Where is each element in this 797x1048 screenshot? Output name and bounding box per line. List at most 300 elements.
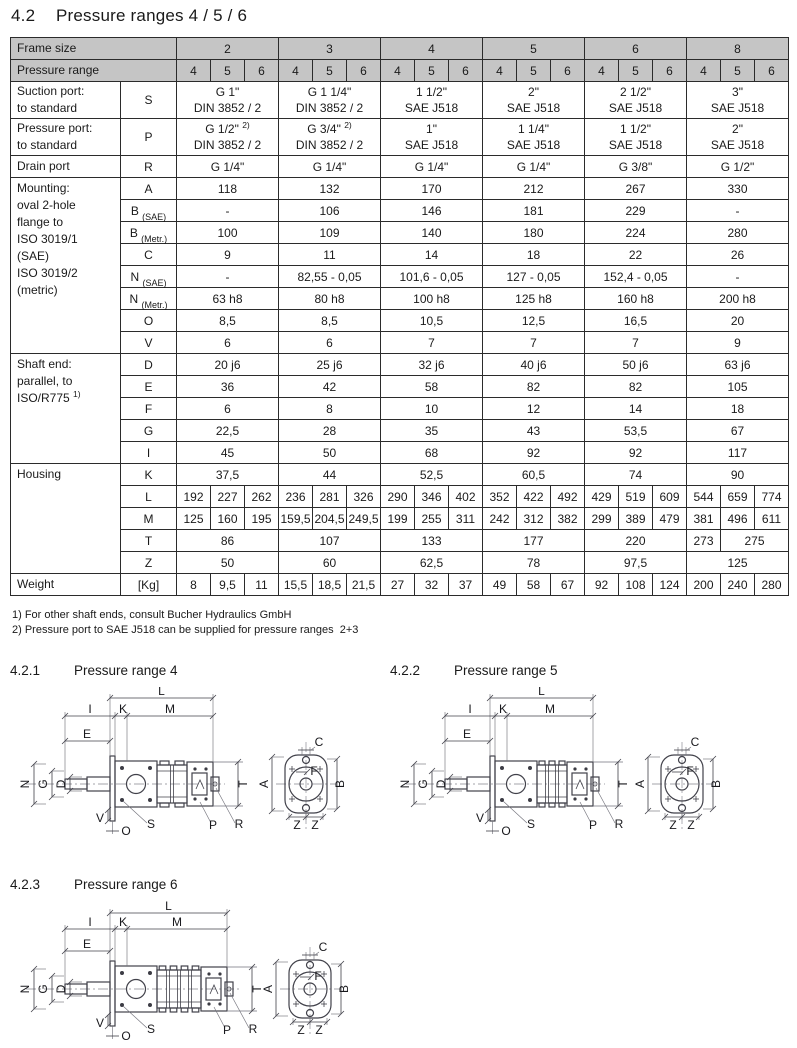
- dim-symbol-cell: [Kg]: [121, 574, 177, 596]
- value-cell: 229: [585, 200, 687, 222]
- value-cell: 20: [687, 310, 789, 332]
- value-cell: 212: [483, 178, 585, 200]
- value-cell: 90: [687, 464, 789, 486]
- dim-label: E: [82, 727, 92, 741]
- value-cell: 255: [415, 508, 449, 530]
- value-cell: 6: [177, 332, 279, 354]
- section-number: 4.2: [11, 6, 36, 25]
- pump-drawing: [10, 901, 410, 1048]
- value-cell: 224: [585, 222, 687, 244]
- dim-label: K: [118, 915, 128, 929]
- value-cell: 106: [279, 200, 381, 222]
- value-cell: 50 j6: [585, 354, 687, 376]
- header-cell: 5: [313, 60, 347, 82]
- row-label-cell: Weight: [11, 574, 121, 596]
- value-cell: 519: [619, 486, 653, 508]
- value-cell: 60,5: [483, 464, 585, 486]
- dim-label: C: [690, 735, 700, 749]
- dim-symbol-cell: K: [121, 464, 177, 486]
- dim-label: Z: [311, 818, 319, 832]
- value-cell: 2" SAE J518: [483, 82, 585, 119]
- value-cell: G 1 1/4" DIN 3852 / 2: [279, 82, 381, 119]
- dim-symbol-cell: D: [121, 354, 177, 376]
- value-cell: 382: [551, 508, 585, 530]
- value-cell: 11: [245, 574, 279, 596]
- value-cell: -: [687, 266, 789, 288]
- value-cell: -: [177, 266, 279, 288]
- value-cell: 9: [687, 332, 789, 354]
- dim-label: P: [208, 818, 218, 832]
- dim-symbol-cell: N $_{(Metr.)}$: [121, 288, 177, 310]
- header-cell: Frame size: [11, 38, 177, 60]
- dim-label: Z: [297, 1023, 305, 1037]
- dim-label: G: [416, 779, 430, 789]
- pump-front-view: [257, 735, 347, 832]
- value-cell: G 1" DIN 3852 / 2: [177, 82, 279, 119]
- dim-label: N: [398, 779, 412, 789]
- dim-symbol-cell: M: [121, 508, 177, 530]
- value-cell: 92: [585, 574, 619, 596]
- value-cell: 92: [483, 442, 585, 464]
- header-cell: 4: [381, 38, 483, 60]
- dim-label: V: [95, 1016, 105, 1030]
- value-cell: 7: [483, 332, 585, 354]
- value-cell: 20 j6: [177, 354, 279, 376]
- value-cell: 36: [177, 376, 279, 398]
- value-cell: 67: [551, 574, 585, 596]
- value-cell: 381: [687, 508, 721, 530]
- value-cell: 609: [653, 486, 687, 508]
- value-cell: 240: [721, 574, 755, 596]
- value-cell: 12,5: [483, 310, 585, 332]
- value-cell: -: [687, 200, 789, 222]
- dim-label: P: [588, 818, 598, 832]
- figure-heading: [10, 877, 410, 901]
- value-cell: 18: [687, 398, 789, 420]
- value-cell: 200 h8: [687, 288, 789, 310]
- value-cell: 18,5: [313, 574, 347, 596]
- dim-label: M: [165, 702, 175, 716]
- value-cell: 8,5: [177, 310, 279, 332]
- dim-label: N: [18, 779, 32, 789]
- value-cell: 44: [279, 464, 381, 486]
- value-cell: 14: [381, 244, 483, 266]
- dim-label: A: [257, 779, 271, 789]
- value-cell: 422: [517, 486, 551, 508]
- dim-label: F: [314, 969, 322, 983]
- dim-label: A: [633, 779, 647, 789]
- dim-label: I: [88, 915, 92, 929]
- dim-label: O: [501, 824, 511, 838]
- value-cell: 124: [653, 574, 687, 596]
- dim-label: C: [318, 940, 328, 954]
- value-cell: 220: [585, 530, 687, 552]
- header-cell: 4: [483, 60, 517, 82]
- dim-label: S: [526, 817, 536, 831]
- value-cell: 50: [279, 442, 381, 464]
- dim-symbol-cell: B $_{(SAE)}$: [121, 200, 177, 222]
- value-cell: 346: [415, 486, 449, 508]
- value-cell: 242: [483, 508, 517, 530]
- header-cell: 5: [211, 60, 245, 82]
- value-cell: 262: [245, 486, 279, 508]
- value-cell: 21,5: [347, 574, 381, 596]
- pump-drawing: [10, 687, 395, 845]
- dim-label: T: [616, 780, 630, 788]
- dim-symbol-cell: Z: [121, 552, 177, 574]
- header-cell: 5: [415, 60, 449, 82]
- figure-pressure-range-6: [10, 877, 410, 1048]
- value-cell: G 1/4": [381, 156, 483, 178]
- value-cell: 299: [585, 508, 619, 530]
- value-cell: 35: [381, 420, 483, 442]
- value-cell: 67: [687, 420, 789, 442]
- value-cell: 180: [483, 222, 585, 244]
- dim-label: B: [333, 779, 347, 789]
- value-cell: G 1/2": [687, 156, 789, 178]
- dim-symbol-cell: S: [121, 82, 177, 119]
- figure-heading: [10, 663, 395, 687]
- value-cell: 125 h8: [483, 288, 585, 310]
- value-cell: 42: [279, 376, 381, 398]
- value-cell: 389: [619, 508, 653, 530]
- value-cell: -: [177, 200, 279, 222]
- section-title: Pressure ranges 4 / 5 / 6: [56, 6, 248, 25]
- dim-label: P: [222, 1023, 232, 1037]
- header-cell: 5: [721, 60, 755, 82]
- dim-label: R: [248, 1022, 258, 1036]
- value-cell: 40 j6: [483, 354, 585, 376]
- value-cell: 108: [619, 574, 653, 596]
- value-cell: 53,5: [585, 420, 687, 442]
- value-cell: 2 1/2" SAE J518: [585, 82, 687, 119]
- dim-symbol-cell: N $_{(SAE)}$: [121, 266, 177, 288]
- dim-label: R: [614, 817, 624, 831]
- value-cell: 200: [687, 574, 721, 596]
- value-cell: 58: [381, 376, 483, 398]
- value-cell: 195: [245, 508, 279, 530]
- value-cell: 330: [687, 178, 789, 200]
- dim-label: K: [498, 702, 508, 716]
- value-cell: 492: [551, 486, 585, 508]
- dim-symbol-cell: B $_{(Metr.)}$: [121, 222, 177, 244]
- value-cell: 37: [449, 574, 483, 596]
- value-cell: 109: [279, 222, 381, 244]
- header-cell: 6: [449, 60, 483, 82]
- value-cell: 26: [687, 244, 789, 266]
- dim-symbol-cell: R: [121, 156, 177, 178]
- dim-symbol-cell: I: [121, 442, 177, 464]
- value-cell: 429: [585, 486, 619, 508]
- header-cell: 8: [687, 38, 789, 60]
- value-cell: 774: [755, 486, 789, 508]
- value-cell: G 3/8": [585, 156, 687, 178]
- footnote: 2) Pressure port to SAE J518 can be supplied for pressure ranges 2+3: [12, 624, 359, 636]
- dim-symbol-cell: G: [121, 420, 177, 442]
- dim-label: I: [468, 702, 472, 716]
- dim-symbol-cell: E: [121, 376, 177, 398]
- value-cell: 28: [279, 420, 381, 442]
- value-cell: 10: [381, 398, 483, 420]
- value-cell: 311: [449, 508, 483, 530]
- value-cell: 107: [279, 530, 381, 552]
- pump-side-view: [398, 687, 723, 838]
- value-cell: 86: [177, 530, 279, 552]
- row-label-cell: Mounting: oval 2-hole flange to ISO 3019/1 (SAE) ISO 3019/2 (metric): [11, 178, 121, 354]
- value-cell: 101,6 - 0,05: [381, 266, 483, 288]
- value-cell: 152,4 - 0,05: [585, 266, 687, 288]
- value-cell: 11: [279, 244, 381, 266]
- header-cell: 5: [483, 38, 585, 60]
- dim-label: T: [236, 780, 250, 788]
- value-cell: 280: [755, 574, 789, 596]
- value-cell: 659: [721, 486, 755, 508]
- figure-number: 4.2.3: [10, 877, 41, 892]
- value-cell: 496: [721, 508, 755, 530]
- dim-symbol-cell: C: [121, 244, 177, 266]
- value-cell: 14: [585, 398, 687, 420]
- row-label-cell: Housing: [11, 464, 121, 574]
- value-cell: 100: [177, 222, 279, 244]
- dim-symbol-cell: T: [121, 530, 177, 552]
- value-cell: G 1/2" $^{2)}$ DIN 3852 / 2: [177, 119, 279, 156]
- value-cell: 125: [177, 508, 211, 530]
- header-cell: 4: [279, 60, 313, 82]
- value-cell: 280: [687, 222, 789, 244]
- dim-symbol-cell: P: [121, 119, 177, 156]
- value-cell: 37,5: [177, 464, 279, 486]
- value-cell: 74: [585, 464, 687, 486]
- dim-label: M: [172, 915, 182, 929]
- value-cell: 275: [721, 530, 789, 552]
- value-cell: 82,55 - 0,05: [279, 266, 381, 288]
- dim-label: G: [36, 779, 50, 789]
- value-cell: 60: [279, 552, 381, 574]
- header-cell: 2: [177, 38, 279, 60]
- value-cell: 611: [755, 508, 789, 530]
- header-cell: 6: [245, 60, 279, 82]
- header-cell: 6: [551, 60, 585, 82]
- value-cell: 2" SAE J518: [687, 119, 789, 156]
- dim-label: D: [54, 984, 68, 994]
- value-cell: 199: [381, 508, 415, 530]
- value-cell: 8: [279, 398, 381, 420]
- row-label-cell: Drain port: [11, 156, 121, 178]
- value-cell: 58: [517, 574, 551, 596]
- header-cell: Pressure range: [11, 60, 177, 82]
- value-cell: 132: [279, 178, 381, 200]
- value-cell: 192: [177, 486, 211, 508]
- figure-title: Pressure range 5: [454, 663, 558, 678]
- dim-label: E: [82, 937, 92, 951]
- header-cell: 3: [279, 38, 381, 60]
- dim-label: L: [538, 687, 545, 698]
- dim-label: K: [118, 702, 128, 716]
- figure-pressure-range-4: [10, 663, 395, 850]
- value-cell: 236: [279, 486, 313, 508]
- value-cell: 92: [585, 442, 687, 464]
- value-cell: 18: [483, 244, 585, 266]
- pump-front-view: [261, 940, 351, 1037]
- value-cell: 170: [381, 178, 483, 200]
- row-label-cell: Shaft end: parallel, to ISO/R775 $^{1)}$: [11, 354, 121, 464]
- value-cell: 1" SAE J518: [381, 119, 483, 156]
- value-cell: 78: [483, 552, 585, 574]
- row-label-cell: Pressure port: to standard: [11, 119, 121, 156]
- figure-number: 4.2.2: [390, 663, 421, 678]
- value-cell: 281: [313, 486, 347, 508]
- value-cell: 181: [483, 200, 585, 222]
- value-cell: 1 1/2" SAE J518: [585, 119, 687, 156]
- dim-label: M: [545, 702, 555, 716]
- dim-label: Z: [669, 818, 677, 832]
- header-cell: 5: [619, 60, 653, 82]
- dim-label: O: [121, 1029, 131, 1043]
- value-cell: 146: [381, 200, 483, 222]
- value-cell: 10,5: [381, 310, 483, 332]
- pump-drawing: [390, 687, 795, 845]
- value-cell: G 1/4": [483, 156, 585, 178]
- value-cell: 22,5: [177, 420, 279, 442]
- dim-label: Z: [687, 818, 695, 832]
- value-cell: 117: [687, 442, 789, 464]
- value-cell: 177: [483, 530, 585, 552]
- value-cell: 63 j6: [687, 354, 789, 376]
- value-cell: 82: [483, 376, 585, 398]
- header-cell: 6: [755, 60, 789, 82]
- dim-label: D: [54, 779, 68, 789]
- dim-label: F: [686, 764, 694, 778]
- value-cell: G 3/4" $^{2)}$ DIN 3852 / 2: [279, 119, 381, 156]
- value-cell: 105: [687, 376, 789, 398]
- dim-label: L: [165, 901, 172, 913]
- dim-label: O: [121, 824, 131, 838]
- value-cell: 100 h8: [381, 288, 483, 310]
- figure-title: Pressure range 4: [74, 663, 178, 678]
- value-cell: 6: [177, 398, 279, 420]
- dim-symbol-cell: V: [121, 332, 177, 354]
- value-cell: 7: [585, 332, 687, 354]
- dim-label: I: [88, 702, 92, 716]
- dim-label: Z: [293, 818, 301, 832]
- value-cell: 8: [177, 574, 211, 596]
- value-cell: 82: [585, 376, 687, 398]
- value-cell: 1 1/4" SAE J518: [483, 119, 585, 156]
- value-cell: 118: [177, 178, 279, 200]
- pump-side-view: [18, 687, 347, 838]
- dim-label: A: [261, 984, 275, 994]
- value-cell: 352: [483, 486, 517, 508]
- value-cell: 6: [279, 332, 381, 354]
- dim-label: F: [310, 764, 318, 778]
- value-cell: 204,5: [313, 508, 347, 530]
- value-cell: 63 h8: [177, 288, 279, 310]
- value-cell: 312: [517, 508, 551, 530]
- header-cell: 4: [585, 60, 619, 82]
- header-cell: 5: [517, 60, 551, 82]
- dim-label: L: [158, 687, 165, 698]
- dim-symbol-cell: F: [121, 398, 177, 420]
- dim-label: B: [709, 779, 723, 789]
- dim-symbol-cell: L: [121, 486, 177, 508]
- dim-label: T: [250, 985, 264, 993]
- dim-label: S: [146, 1022, 156, 1036]
- row-label-cell: Suction port: to standard: [11, 82, 121, 119]
- value-cell: 9,5: [211, 574, 245, 596]
- value-cell: 7: [381, 332, 483, 354]
- value-cell: 62,5: [381, 552, 483, 574]
- value-cell: 32: [415, 574, 449, 596]
- value-cell: 52,5: [381, 464, 483, 486]
- dim-label: E: [462, 727, 472, 741]
- value-cell: 43: [483, 420, 585, 442]
- value-cell: 267: [585, 178, 687, 200]
- dim-label: V: [95, 811, 105, 825]
- header-cell: 6: [653, 60, 687, 82]
- dim-label: N: [18, 984, 32, 994]
- value-cell: 249,5: [347, 508, 381, 530]
- header-cell: 4: [687, 60, 721, 82]
- header-cell: 6: [347, 60, 381, 82]
- value-cell: 49: [483, 574, 517, 596]
- dim-label: R: [234, 817, 244, 831]
- value-cell: 32 j6: [381, 354, 483, 376]
- dimensions-table: [10, 37, 789, 596]
- figure-number: 4.2.1: [10, 663, 41, 678]
- dim-label: Z: [315, 1023, 323, 1037]
- dim-label: D: [434, 779, 448, 789]
- dim-label: C: [314, 735, 324, 749]
- value-cell: 22: [585, 244, 687, 266]
- value-cell: 45: [177, 442, 279, 464]
- value-cell: 479: [653, 508, 687, 530]
- dim-label: S: [146, 817, 156, 831]
- value-cell: 97,5: [585, 552, 687, 574]
- value-cell: 160: [211, 508, 245, 530]
- value-cell: 544: [687, 486, 721, 508]
- dim-symbol-cell: A: [121, 178, 177, 200]
- value-cell: 3" SAE J518: [687, 82, 789, 119]
- footnotes: [12, 608, 358, 638]
- value-cell: 68: [381, 442, 483, 464]
- value-cell: 1 1/2" SAE J518: [381, 82, 483, 119]
- value-cell: 290: [381, 486, 415, 508]
- figure-pressure-range-5: [390, 663, 795, 850]
- pump-front-view: [633, 735, 723, 832]
- value-cell: 160 h8: [585, 288, 687, 310]
- value-cell: 125: [687, 552, 789, 574]
- value-cell: 12: [483, 398, 585, 420]
- page-title: [11, 6, 247, 26]
- value-cell: 27: [381, 574, 415, 596]
- dim-symbol-cell: O: [121, 310, 177, 332]
- value-cell: 159,5: [279, 508, 313, 530]
- value-cell: 9: [177, 244, 279, 266]
- footnote: 1) For other shaft ends, consult Bucher Hydraulics GmbH: [12, 609, 292, 621]
- value-cell: G 1/4": [177, 156, 279, 178]
- dim-label: B: [337, 984, 351, 994]
- value-cell: 80 h8: [279, 288, 381, 310]
- value-cell: 16,5: [585, 310, 687, 332]
- pump-side-view: [18, 901, 351, 1043]
- value-cell: G 1/4": [279, 156, 381, 178]
- value-cell: 127 - 0,05: [483, 266, 585, 288]
- value-cell: 15,5: [279, 574, 313, 596]
- value-cell: 133: [381, 530, 483, 552]
- header-cell: 4: [177, 60, 211, 82]
- figure-heading: [390, 663, 795, 687]
- header-cell: 4: [381, 60, 415, 82]
